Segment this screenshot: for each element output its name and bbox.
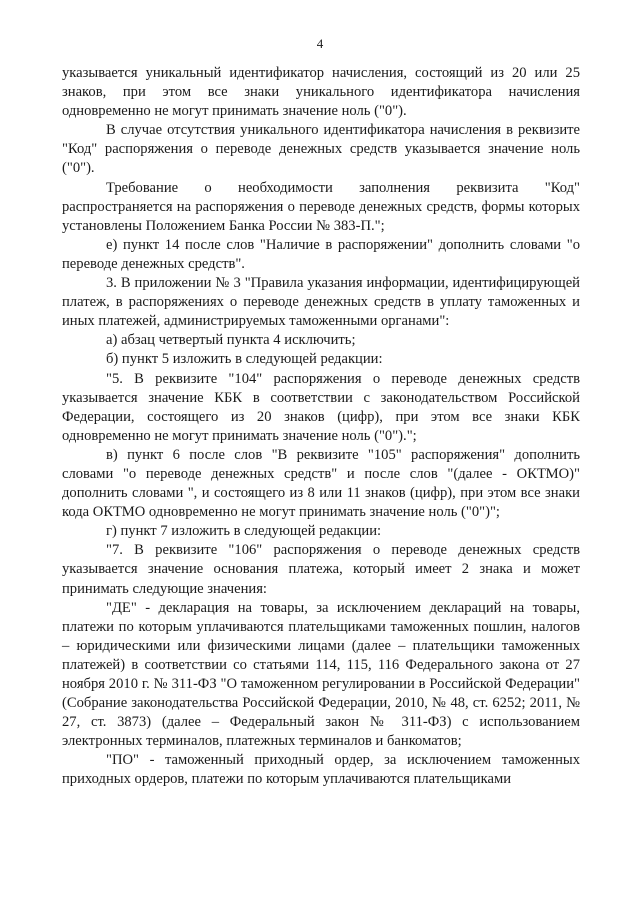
page-number: 4 <box>316 36 324 51</box>
paragraph-4: е) пункт 14 после слов "Наличие в распоряжении" дополнить словами "о переводе денежных средств". <box>62 236 580 272</box>
paragraph-11: "7. В реквизите "106" распоряжения о переводе денежных средств указывается значение основания платежа, который имеет 2 знака и может принимать следующие значения: <box>62 542 580 597</box>
paragraph-3: Требование о необходимости заполнения реквизита "Код" распространяется на распоряжения о переводе денежных средств, формы которых установлены Положением Банка России № 383-П."; <box>62 179 580 234</box>
paragraph-12: "ДЕ" - декларация на товары, за исключением деклараций на товары, платежи по которым уплачиваются плательщиками таможенных пошлин, налогов – юридическими или физическими лицами (далее – плательщики таможенных платежей) в соответствии со статьями 114, 115, 116 Федерального закона от 27 ноября 2010 г. № 311-ФЗ "О таможенном регулировании в Российской Федерации" (Собрание законодательства Российской Федерации, 2010, № 48, ст. 6252; 2011, № 27, ст. 3873) (далее – Федеральный закон № 311-ФЗ) с использованием электронных терминалов, платежных терминалов и банкоматов; <box>62 599 580 750</box>
paragraph-9: в) пункт 6 после слов "В реквизите "105" распоряжения" дополнить словами "о переводе денежных средств" и после слов "(далее - ОКТМО)" дополнить словами ", и состоящего из 8 или 11 знаков (цифр), при этом все знаки кода ОКТМО одновременно не могут принимать значение ноль ("0")"; <box>62 446 580 521</box>
paragraph-13: "ПО" - таможенный приходный ордер, за исключением таможенных приходных ордеров, платежи по которым уплачиваются плательщиками <box>62 752 580 788</box>
paragraph-5: 3. В приложении № 3 "Правила указания информации, идентифицирующей платеж, в распоряжениях о переводе денежных средств в уплату таможенных и иных платежей, администрируемых таможенными органами": <box>62 275 580 330</box>
paragraph-1: указывается уникальный идентификатор начисления, состоящий из 20 или 25 знаков, при этом все знаки уникального идентификатора начисления одновременно не могут принимать значение ноль ("0"). <box>62 65 580 120</box>
document-body <box>62 64 580 790</box>
paragraph-8: "5. В реквизите "104" распоряжения о переводе денежных средств указывается значение КБК в соответствии с законодательством Российской Федерации, состоящего из 20 знаков (цифр), при этом все знаки КБК одновременно не могут принимать значение ноль ("0")."; <box>62 370 580 444</box>
paragraph-6: а) абзац четвертый пункта 4 исключить; <box>106 332 356 349</box>
paragraph-10: г) пункт 7 изложить в следующей редакции: <box>106 523 382 540</box>
paragraph-2: В случае отсутствия уникального идентификатора начисления в реквизите "Код" распоряжения о переводе денежных средств указывается значение ноль ("0"). <box>62 122 580 177</box>
paragraph-7: б) пункт 5 изложить в следующей редакции: <box>106 351 383 368</box>
